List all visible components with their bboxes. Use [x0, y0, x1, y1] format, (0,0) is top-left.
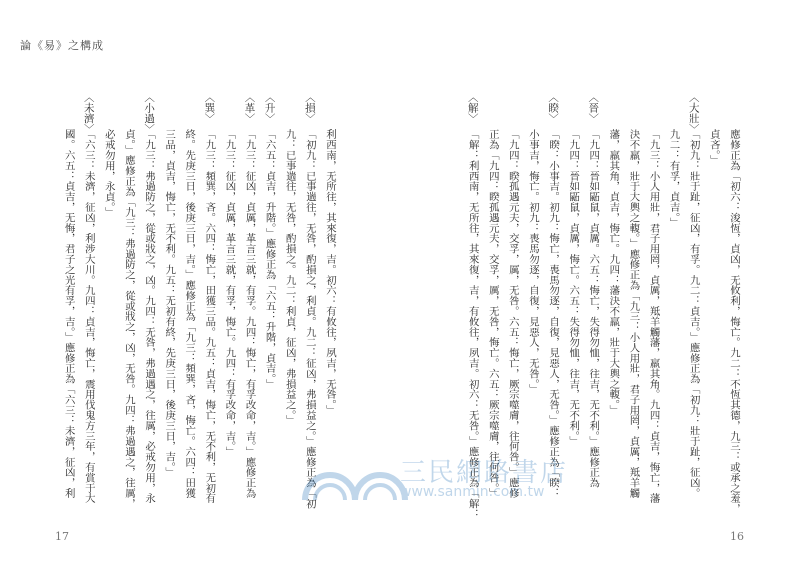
hexagram-heading: 〈晉〉	[587, 92, 600, 124]
text-column	[523, 92, 543, 512]
right-page-body	[462, 92, 744, 519]
column-text: 三品，貞吉，悔亡，无不利。九五：无初有終，先庚三日，後庚三日，吉。」	[163, 129, 176, 478]
text-column	[463, 92, 483, 519]
column-text: 「九三：征凶，貞厲，革言三就，有孚，悔亡。九四：有孚改命，吉。」	[223, 129, 236, 457]
text-column	[280, 92, 300, 512]
text-column	[159, 92, 179, 512]
text-column	[724, 92, 744, 512]
column-text: 「九三：征凶，貞厲，革言三就，有孚。九四：悔亡，有孚改命，吉。」應修正為	[243, 129, 256, 499]
column-text: 終。先庚三日，後庚三日，吉。」應修正為「九三：頻巽，吝，悔亡。六四：田獲	[183, 129, 196, 499]
text-column	[684, 92, 704, 512]
column-text: 「九四：晉如鼫鼠，貞厲。六五：悔亡，失得勿恤，往吉，无不利。」應修正為	[587, 129, 600, 488]
text-column	[623, 92, 643, 512]
text-column	[503, 92, 523, 512]
column-text: 小事吉，悔亡。初九：喪馬勿逐，自復，見惡人，无咎。」	[526, 129, 539, 395]
text-column	[300, 92, 320, 512]
text-column	[240, 92, 260, 512]
column-text: 正為「九四：睽孤遇元夫，交孚，厲，无咎，悔亡。六五：厥宗噬膚，往何咎。」	[486, 129, 499, 499]
text-column	[644, 92, 664, 512]
column-text: 貞。」應修正為「九三：弗過防之，從或戕之，凶，无咎。九四：弗過遇之，往厲，	[122, 129, 135, 509]
column-text: 「九三：頻巽，吝。六四：悔亡，田獲三品。九五：貞吉，悔亡，无不利，无初有	[203, 129, 216, 504]
text-column	[139, 92, 159, 512]
column-text: 「九四：晉如鼫鼠，貞厲，悔亡。六五：失得勿恤，往吉，无不利。」	[567, 129, 580, 447]
column-text: 「六五：貞吉，升階。」應修正為「六五：升階，貞吉。」	[263, 129, 276, 389]
column-text: 「九四：睽孤遇元夫，交孚，厲，无咎。六五：悔亡，厥宗噬膚，往何咎。」應修	[506, 129, 519, 499]
text-column	[119, 92, 139, 512]
text-column	[260, 92, 280, 512]
text-column	[79, 92, 99, 512]
watermark-name: 三民網路書店	[400, 458, 569, 488]
column-text: 「九三：小人用壯，君子用罔，貞厲，羝羊觸藩，羸其角。九四：貞吉，悔亡，藩	[647, 129, 660, 504]
hexagram-heading: 〈未濟〉	[82, 92, 95, 134]
column-text: 九：已事遄往，无咎，酌損之。九二：利貞，征凶，弗損益之。」	[283, 129, 296, 426]
hexagram-heading: 〈睽〉	[547, 92, 560, 124]
text-column	[59, 92, 79, 512]
text-column	[664, 92, 684, 512]
text-column	[583, 92, 603, 512]
column-text: 「睽：小事吉。初九：悔亡，喪馬勿逐，自復，見惡人，无咎。」應修正為「睽：	[547, 129, 560, 499]
hexagram-heading: 〈巽〉	[203, 92, 216, 124]
column-text: 「解：利西南，无所往，其來復，吉，有攸往，夙吉。初六：无咎。」應修正為「解：	[466, 129, 479, 519]
hexagram-heading: 〈損〉	[303, 92, 316, 124]
column-text: 「初九：壯于趾，征凶，有孚。九二：貞吉。」應修正為「初九：壯于趾，征凶。	[687, 129, 700, 499]
column-text: 應修正為「初六：浚恆，貞凶，无攸利，悔亡。九二：不恆其德，九三：或承之羞，	[727, 129, 740, 514]
column-text: 「初九：已事遄往，无咎，酌損之，利貞。九二：征凶，弗損益之。」應修正為「初	[303, 129, 316, 509]
column-text: 藩，羸其角，貞吉，悔亡。九四：藩決不羸，壯于大輿之輹。」	[607, 129, 620, 415]
text-column	[543, 92, 563, 512]
running-head-title: 論《易》之構成	[20, 39, 104, 52]
watermark-url: www.sanmin.com.tw	[400, 484, 545, 500]
page-number-right: 16	[730, 530, 744, 543]
hexagram-heading: 〈解〉	[466, 92, 479, 124]
text-column	[320, 92, 340, 512]
column-text: 九二：有孚，貞吉。」	[667, 129, 680, 228]
column-text: 國。六五：貞吉，无悔，君子之光有孚，吉。」應修正為「六三：未濟，征凶，利	[62, 129, 75, 499]
hexagram-heading: 〈革〉	[243, 92, 256, 124]
text-column	[199, 92, 219, 512]
page-number-left: 17	[55, 530, 69, 543]
column-text: 利西南，无所往，其來復，吉。初六：有攸往，夙吉，无咎。」	[323, 129, 336, 415]
hexagram-heading: 〈大壯〉	[687, 92, 700, 134]
left-page-body	[58, 92, 340, 512]
column-text: 貞吝。」	[707, 129, 720, 166]
text-column	[563, 92, 583, 512]
column-text: 必戒勿用，永貞。」	[102, 129, 115, 218]
text-column	[483, 92, 503, 512]
text-column	[704, 92, 724, 512]
hexagram-heading: 〈升〉	[263, 92, 276, 124]
text-column	[179, 92, 199, 512]
text-column	[603, 92, 623, 512]
column-text: 「六三：未濟，征凶，利涉大川。九四：貞吉，悔亡，震用伐鬼方三年，有賞于大	[82, 129, 95, 504]
text-column	[219, 92, 239, 512]
hexagram-heading: 〈小過〉	[143, 92, 156, 134]
text-column	[99, 92, 119, 512]
column-text: 「九三：弗過防之，從或戕之，凶。九四：无咎，弗過遇之，往厲，必戒勿用，永	[143, 129, 156, 504]
column-text: 決不羸，壯于大輿之輹。」應修正為「九三：小人用壯，君子用罔，貞厲，羝羊觸	[627, 129, 640, 499]
